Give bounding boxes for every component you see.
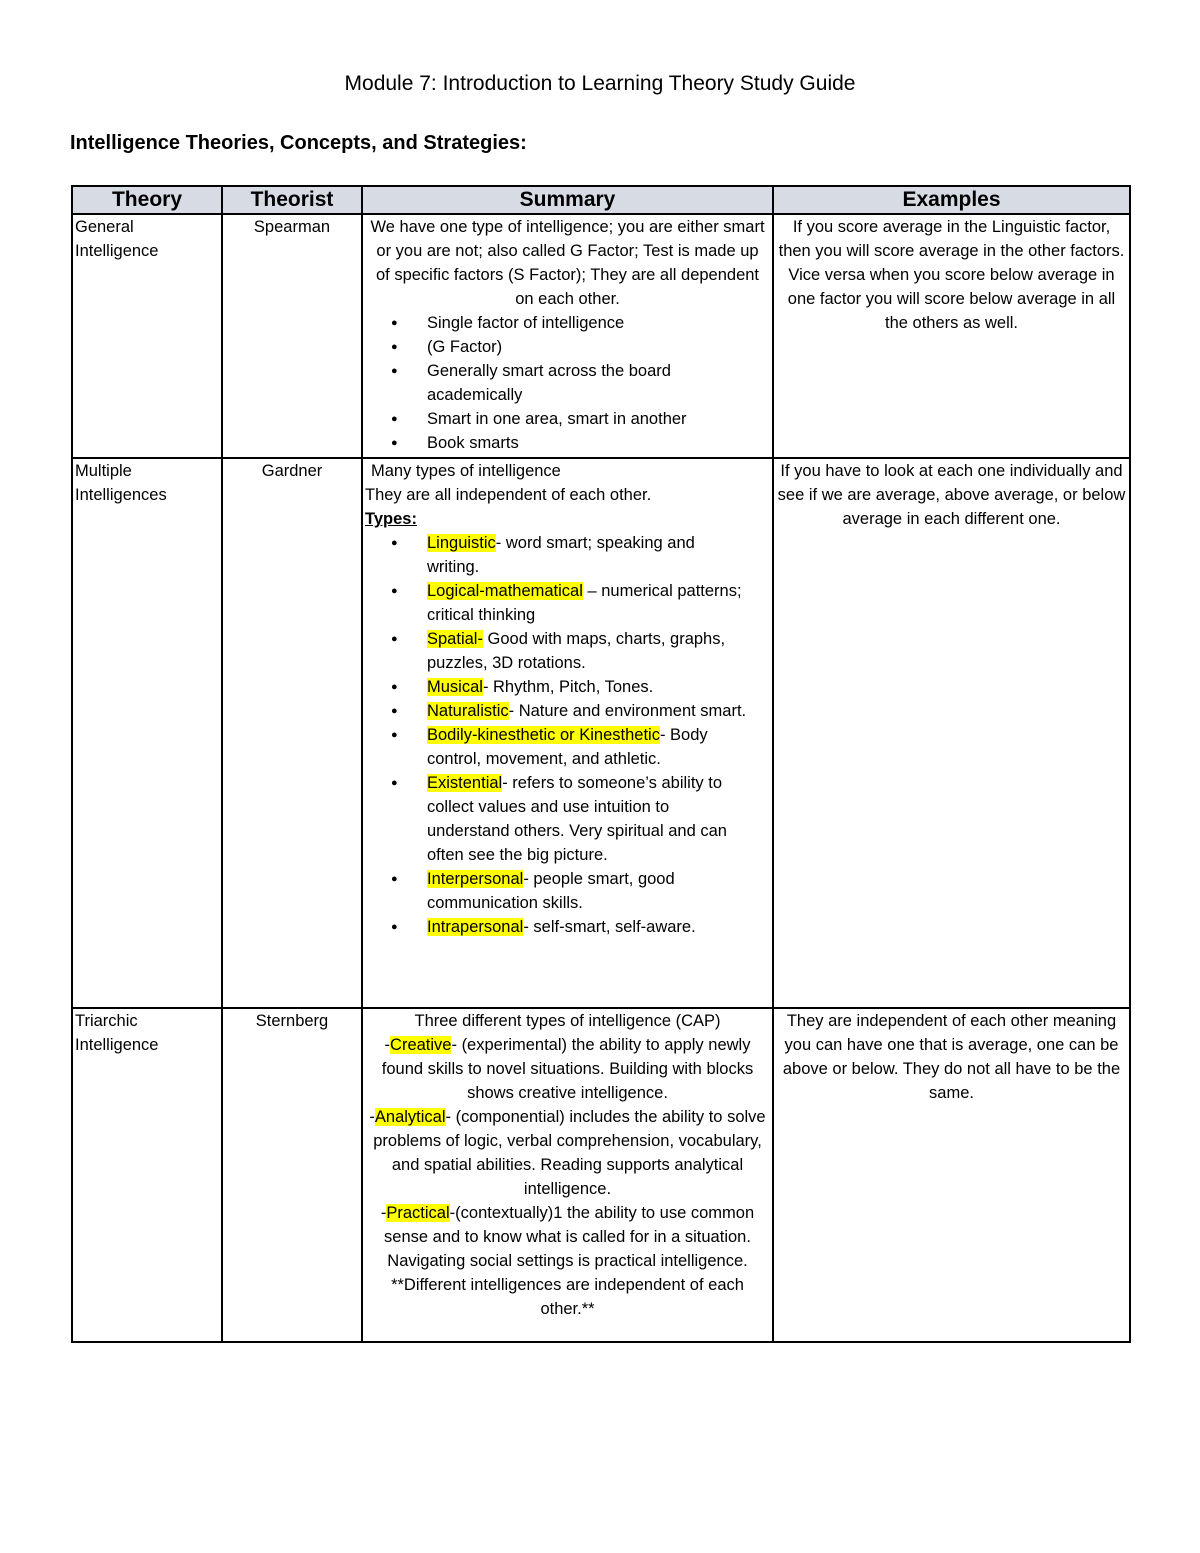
triarchic-part <box>365 1105 770 1201</box>
list-item: ● Book smarts <box>427 431 770 455</box>
summary-note: **Different intelligences are independent of each other.** <box>391 1276 744 1318</box>
header-examples: Examples <box>773 186 1130 214</box>
theory-name: Triarchic Intelligence <box>75 1012 159 1054</box>
part-name-highlight: Creative <box>390 1036 452 1054</box>
theorist-cell: Spearman <box>222 214 362 458</box>
type-description: – numerical patterns; critical thinking <box>427 582 742 624</box>
part-name-highlight: Practical <box>386 1204 450 1222</box>
example-cell: They are independent of each other meaning you can have one that is average, one can be above or below. They do not all have to be the same. <box>773 1008 1130 1342</box>
list-item: ● Single factor of intelligence <box>427 311 770 335</box>
example-cell: If you score average in the Linguistic factor, then you will score average in the other factors. Vice versa when you score below average in one factor you will score below average in all the others as well. <box>773 214 1130 458</box>
type-name-highlight: Intrapersonal <box>427 918 524 936</box>
triarchic-part <box>365 1201 770 1273</box>
part-prefix: - <box>369 1108 375 1126</box>
types-list <box>365 531 770 939</box>
list-item <box>427 531 750 579</box>
theory-cell <box>72 458 222 1008</box>
theory-cell <box>72 1008 222 1342</box>
summary-line: They are all independent of each other. <box>365 486 652 504</box>
example-cell: If you have to look at each one individually and see if we are average, above average, or below average in each different one. <box>773 458 1130 1008</box>
part-description: - (experimental) the ability to apply newly found skills to novel situations. Building with blocks shows creative intelligence. <box>381 1036 754 1102</box>
header-summary: Summary <box>362 186 773 214</box>
page-title: Module 7: Introduction to Learning Theory Study Guide <box>344 72 856 95</box>
summary-text: We have one type of intelligence; you are either smart or you are not; also called G Factor; Test is made up of specific factors (S Factor); They are all dependent on each other. <box>370 218 765 308</box>
theory-name: Multiple Intelligences <box>75 462 167 504</box>
type-description: - refers to someone’s ability to collect values and use intuition to understand others. Very spiritual and can often see the big picture. <box>427 774 727 864</box>
list-item <box>427 915 750 939</box>
list-item: ● (G Factor) <box>427 335 770 359</box>
table-row <box>72 1008 1130 1342</box>
list-item <box>427 675 750 699</box>
type-name-highlight: Spatial- <box>427 630 483 648</box>
table-header-row <box>72 186 1130 214</box>
list-item: ● Generally smart across the board academically <box>427 359 697 407</box>
part-description: - (componential) includes the ability to solve problems of logic, verbal comprehension, vocabulary, and spatial abilities. Reading supports analytical intelligence. <box>373 1108 766 1198</box>
theory-name: General Intelligence <box>75 218 159 260</box>
part-prefix: - <box>380 1204 387 1222</box>
theorist-cell: Gardner <box>222 458 362 1008</box>
type-description: - Rhythm, Pitch, Tones. <box>482 678 654 696</box>
type-description: - Nature and environment smart. <box>508 702 747 720</box>
list-item <box>427 579 750 627</box>
table-row <box>72 214 1130 458</box>
header-theory: Theory <box>72 186 222 214</box>
type-name-highlight: Linguistic <box>427 534 496 552</box>
part-prefix: - <box>384 1036 391 1054</box>
summary-cell <box>362 1008 773 1342</box>
list-item: ● Smart in one area, smart in another <box>427 407 770 431</box>
type-description: - Body control, movement, and athletic. <box>427 726 708 768</box>
summary-cell <box>362 214 773 458</box>
type-description: - people smart, good communication skills. <box>427 870 675 912</box>
summary-cell <box>362 458 773 1008</box>
part-description: -(contextually)1 the ability to use common sense and to know what is called for in a situation. Navigating social settings is practical intelligence. <box>384 1204 755 1270</box>
theory-cell <box>72 214 222 458</box>
bullet-list <box>365 311 770 455</box>
type-name-highlight: Musical <box>427 678 483 696</box>
list-item <box>427 699 750 723</box>
theorist-cell: Sternberg <box>222 1008 362 1342</box>
type-name-highlight: Bodily-kinesthetic or Kinesthetic <box>427 726 660 744</box>
table-row <box>72 458 1130 1008</box>
header-theorist: Theorist <box>222 186 362 214</box>
types-label: Types: <box>365 510 417 528</box>
triarchic-part <box>365 1033 770 1105</box>
part-name-highlight: Analytical <box>374 1108 446 1126</box>
theory-table <box>71 185 1131 1343</box>
list-item <box>427 867 750 915</box>
type-name-highlight: Interpersonal <box>427 870 524 888</box>
type-name-highlight: Naturalistic <box>427 702 509 720</box>
type-description: - self-smart, self-aware. <box>523 918 696 936</box>
type-name-highlight: Logical-mathematical <box>427 582 583 600</box>
summary-line: Many types of intelligence <box>371 462 561 480</box>
type-description: - word smart; speaking and writing. <box>427 534 695 576</box>
summary-intro: Three different types of intelligence (CAP) <box>414 1012 721 1030</box>
type-name-highlight: Existential <box>427 774 503 792</box>
section-heading: Intelligence Theories, Concepts, and Strategies: <box>70 132 527 154</box>
list-item <box>427 771 750 867</box>
list-item <box>427 627 750 675</box>
list-item <box>427 723 750 771</box>
type-description: Good with maps, charts, graphs, puzzles, 3D rotations. <box>427 630 726 672</box>
